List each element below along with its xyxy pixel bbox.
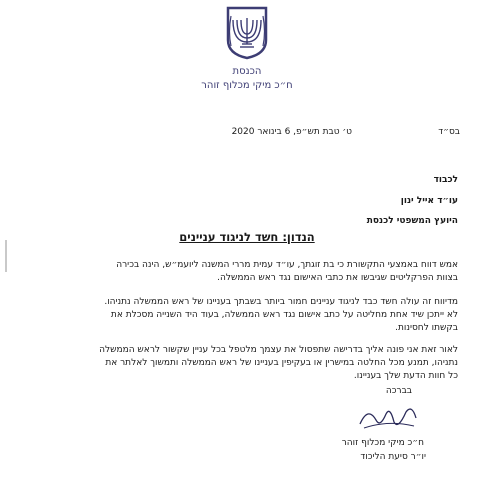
scan-margin-mark	[0, 236, 16, 276]
paragraph2-line1: מדיווח זה עולה חשד כבד לניגוד עניינים חמור ביותר בשבתך בעניינו של ראש הממשלה נתניהו.	[104, 297, 458, 307]
paragraph1-line1: אמש דווח באמצעי התקשורת כי בת זוגתך, עו״ד עמית מררי המשנה ליועמ״ש, הינה בכירה	[116, 260, 458, 270]
handwritten-signature	[354, 400, 424, 434]
paragraph2-line2: לא ייתכן שיד אחת מחליטה על כתב אישום נגד ראש הממשלה, בעוד היד השנייה מסכלת את	[110, 310, 458, 320]
paragraph1-line2: בצוות הפרקליטים שגיבשו את כתבי האישום נגד ראש הממשלה.	[217, 273, 458, 283]
paragraph2-line3: בקשתו לחסינות.	[395, 323, 458, 333]
subject-line	[0, 230, 494, 244]
letterhead-institution: הכנסת	[232, 66, 262, 77]
letterhead-sender: ח״כ מיקי מכלוף זוהר	[201, 80, 293, 91]
recipient-title: היועץ המשפטי לכנסת	[366, 216, 458, 226]
bsd-marker: בס״ד	[438, 127, 460, 137]
paragraph3-line3: כל חוות הדעת שלך בעניינו.	[353, 371, 458, 381]
subject-text: הנדון: חשד לניגוד עניינים	[179, 230, 315, 244]
recipient-salutation: לכבוד	[433, 175, 458, 185]
knesset-emblem-icon	[222, 6, 272, 60]
recipient-name: עו״ד אייל ינון	[400, 196, 458, 206]
closing-name: ח״כ מיקי מכלוף זוהר	[341, 438, 424, 448]
letter-date: ט׳ טבת תש״פ, 6 בינואר 2020	[231, 127, 352, 137]
paragraph3-line2: נתניהו, תמנע מכל החלטה במישרין או בעקיפין בעניינו של ראש הממשלה ותמשוך לאלתר את	[105, 358, 458, 368]
paragraph3-line1: לאור זאת אני פונה אליך בדרישה שתפסול את עצמך מלטפל בכל עניין שקשור לראש הממשלה	[99, 345, 458, 355]
closing-title: יו״ר סיעת הליכוד	[360, 452, 426, 462]
closing-greeting: בברכה	[385, 386, 412, 396]
